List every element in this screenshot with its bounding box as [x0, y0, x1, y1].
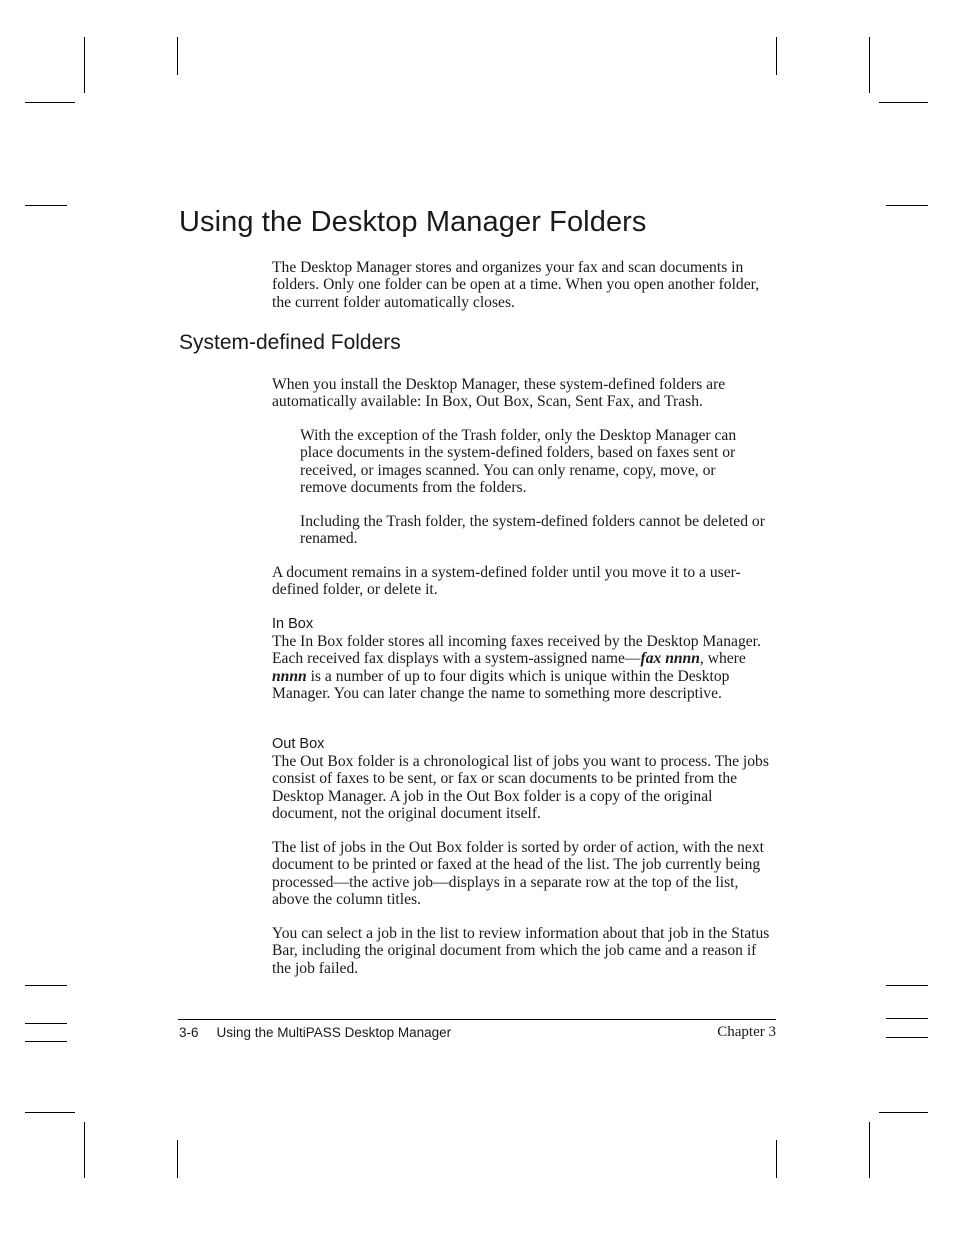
- indented-note-1: With the exception of the Trash folder, only the Desktop Manager can place documents in the system-defined folders, based on faxes sent or received, or images scanned. You can only rename, copy, move, or remove documents from the folders.: [300, 427, 737, 496]
- crop-mark: [25, 985, 67, 986]
- crop-mark: [879, 102, 928, 103]
- crop-mark: [886, 985, 928, 986]
- outbox-paragraph-2: The list of jobs in the Out Box folder is sorted by order of action, with the next document to be printed or faxed at the head of the list. The job currently being processed—the active job—displays in a separate row at the top of the list, above the column titles.: [272, 839, 764, 908]
- indented-note-2: Including the Trash folder, the system-defined folders cannot be deleted or renamed.: [300, 513, 765, 548]
- crop-mark: [886, 205, 928, 206]
- crop-mark: [25, 1023, 67, 1024]
- remain-paragraph: A document remains in a system-defined folder until you move it to a user-defined folder, or delete it.: [272, 564, 741, 599]
- crop-mark: [25, 205, 67, 206]
- section-intro-paragraph: When you install the Desktop Manager, these system-defined folders are automatically available: In Box, Out Box, Scan, Sent Fax, and Trash.: [272, 376, 726, 411]
- crop-mark: [869, 37, 870, 93]
- footer-left: [179, 1025, 451, 1040]
- crop-mark: [886, 1037, 928, 1038]
- outbox-paragraph-3: You can select a job in the list to review information about that job in the Status Bar, including the original document from which the job came and a reason if the job failed.: [272, 925, 770, 977]
- crop-mark: [879, 1112, 928, 1113]
- crop-mark: [84, 1122, 85, 1178]
- inbox-text-a: The In Box folder stores all incoming faxes received by the Desktop Manager. Each received fax displays with a system-assigned name—: [272, 633, 761, 668]
- crop-mark: [25, 1041, 67, 1042]
- outbox-paragraph-1: The Out Box folder is a chronological list of jobs you want to process. The jobs consist of faxes to be sent, or fax or scan documents to be printed from the Desktop Manager. A job in the Out Box folder is a copy of the original document, not the original document itself.: [272, 753, 769, 822]
- crop-mark: [177, 37, 178, 75]
- inbox-text-b: , where: [699, 650, 746, 668]
- crop-mark: [886, 1018, 928, 1019]
- crop-mark: [776, 37, 777, 75]
- crop-mark: [869, 1122, 870, 1178]
- intro-paragraph: The Desktop Manager stores and organizes your fax and scan documents in folders. Only one folder can be open at a time. When you open another folder, the current folder automatically closes.: [272, 259, 760, 311]
- page-number: 3-6: [179, 1025, 199, 1040]
- book-title: Using the MultiPASS Desktop Manager: [216, 1025, 452, 1040]
- outbox-heading: Out Box: [272, 736, 325, 752]
- inbox-fax-name: fax nnnn: [640, 650, 700, 668]
- page-title: Using the Desktop Manager Folders: [179, 206, 647, 238]
- crop-mark: [25, 1112, 75, 1113]
- section-title: System-defined Folders: [179, 331, 401, 354]
- inbox-heading: In Box: [272, 616, 314, 632]
- crop-mark: [25, 102, 75, 103]
- chapter-label: Chapter 3: [717, 1024, 776, 1040]
- crop-mark: [776, 1140, 777, 1178]
- crop-mark: [177, 1140, 178, 1178]
- inbox-nnnn: nnnn: [272, 667, 307, 685]
- crop-mark: [84, 37, 85, 93]
- inbox-paragraph: [272, 633, 772, 702]
- inbox-text-c: is a number of up to four digits which is unique within the Desktop Manager. You can later change the name to something more descriptive.: [272, 667, 730, 702]
- footer-rule: [178, 1019, 776, 1020]
